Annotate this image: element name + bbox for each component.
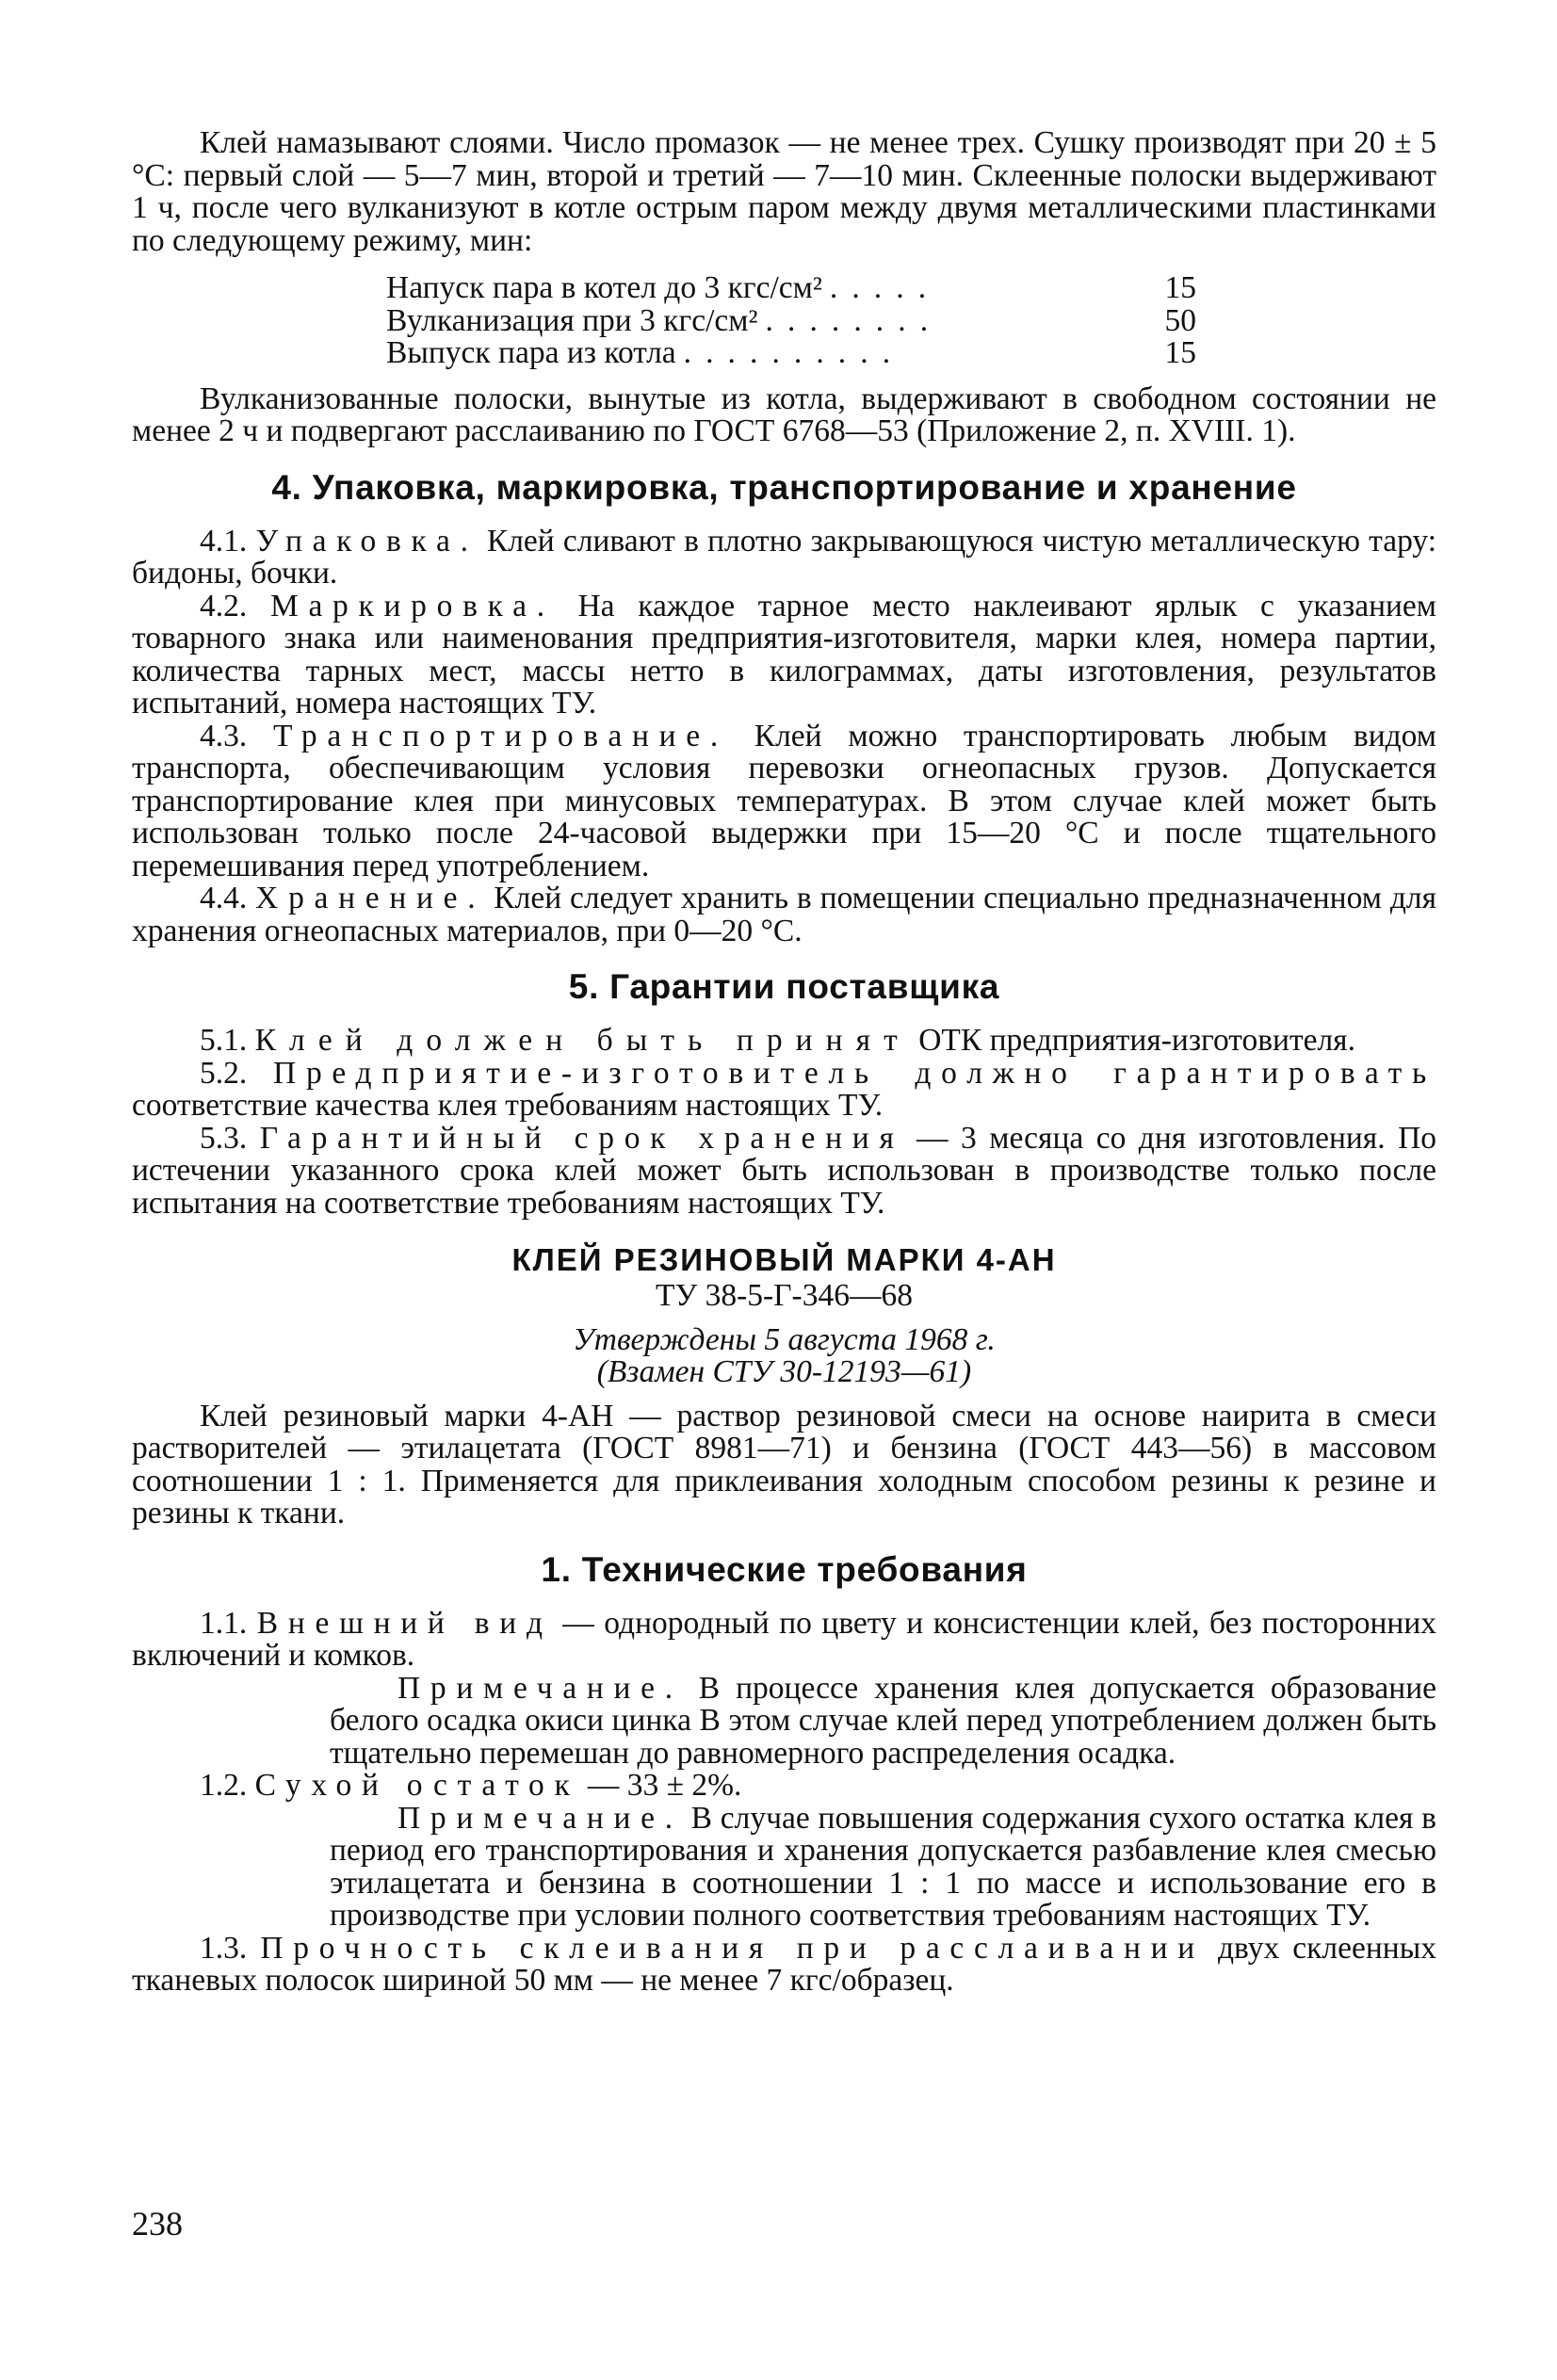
clause-number: 5.2. [200, 1055, 248, 1091]
vulcanization-regime-table [386, 272, 1196, 370]
regime-label: Вулканизация при 3 кгс/см² [386, 302, 758, 338]
clause-4-4 [132, 882, 1436, 947]
clause-term: Гарантийный срок хранения [259, 1120, 904, 1156]
product-tu-number: ТУ 38-5-Г-346—68 [656, 1278, 913, 1313]
page-number: 238 [132, 2205, 183, 2242]
regime-label: Выпуск пара из котла [386, 335, 676, 370]
clause-text: ОТК предприятия-изготовителя. [910, 1023, 1355, 1058]
replaces-standard: (Взамен СТУ 30-12193—61) [596, 1354, 972, 1389]
regime-leader: ........ [765, 304, 943, 337]
clause-5-2 [132, 1055, 1436, 1123]
clause-term: Внешний вид [256, 1605, 553, 1641]
clause-text: Клей сливают в плотно закрывающуюся чистую металлическую тару: бидоны, бочки. [132, 523, 1437, 591]
clause-term: Сухой остаток [254, 1768, 580, 1803]
clause-text: — 3 месяца со дня изготовления. По истечении указанного срока клей может быть использован в производстве только после испытания на соответствие требованиям настоящих ТУ. [132, 1120, 1437, 1221]
clause-number: 1.2. [200, 1768, 248, 1803]
clause-number: 4.4. [200, 881, 248, 915]
clause-term: Упаковка. [255, 523, 478, 559]
clause-number: 4.3. [200, 718, 248, 753]
note-1 [330, 1670, 1436, 1771]
clause-term: Хранение. [255, 881, 486, 915]
clause-term: Прочность склеивания при расслаивании [260, 1930, 1205, 1966]
clause-text: — однородный по цвету и консистенции клей, без посторонних включений и комков. [132, 1605, 1437, 1673]
clause-1-1 [132, 1605, 1437, 1673]
clause-term: Транспортирование. [273, 718, 728, 753]
note-label: Примечание. [397, 1800, 683, 1836]
note-text: В случае повышения содержания сухого остатка клея в период его транспортирования и хранения допускается разбавление клея смесью этилацетата и бензина в соотношении 1 : 1 по массе и использование его в производстве при условии полного соответствия требованиям настоящих ТУ. [330, 1800, 1436, 1933]
clause-number: 1.1. [200, 1605, 248, 1641]
clause-term: Клей должен быть принят [254, 1023, 911, 1058]
product-title: КЛЕЙ РЕЗИНОВЫЙ МАРКИ 4-АН [511, 1242, 1057, 1277]
regime-label: Напуск пара в котел до 3 кгс/см² [386, 270, 822, 305]
regime-leader: .......... [683, 337, 905, 370]
clause-5-1 [132, 1025, 1436, 1058]
clause-number: 5.1. [200, 1023, 248, 1058]
clause-term: Предприятие-изготовитель должно гарантировать [273, 1055, 1436, 1091]
clause-number: 4.2. [200, 588, 248, 623]
note-2 [330, 1800, 1436, 1933]
clause-number: 5.3. [200, 1120, 248, 1156]
product-description: Клей резиновый марки 4-АН — раствор резиновой смеси на основе наирита в смеси растворителей — этилацетата (ГОСТ 8981—71) и бензина (ГОСТ 443—56) в массовом соотношении 1 : 1. Применяется для приклеивания холодным способом резины к резине и резины к ткани. [132, 1398, 1436, 1530]
intro-paragraph: Клей намазывают слоями. Число промазок — не менее трех. Сушку производят при 20 ± 5 °С: первый слой — 5—7 мин, второй и третий — 7—10 мин. Склеенные полоски выдерживают 1 ч, после чего вулканизуют в котле острым паром между двумя металлическими пластинками по следующему режиму, мин: [132, 125, 1436, 258]
approval-date: Утверждены 5 августа 1968 г. [573, 1321, 996, 1357]
clause-number: 1.3. [200, 1930, 248, 1966]
clause-4-2 [132, 588, 1437, 720]
section-1-heading: 1. Технические требования [541, 1549, 1028, 1589]
clause-term: Маркировка. [269, 588, 555, 623]
regime-leader: ..... [829, 272, 941, 305]
note-text: В процессе хранения клея допускается образование белого осадка окиси цинка В этом случае клей перед употреблением должен быть тщательно перемешан до равномерного распределения осадка. [330, 1670, 1436, 1771]
section-4-heading: 4. Упаковка, маркировка, транспортирование и хранение [271, 467, 1297, 507]
regime-value: 15 [1164, 335, 1196, 370]
section-5-heading: 5. Гарантии поставщика [568, 967, 1000, 1006]
clause-text: Клей следует хранить в помещении специально предназначенном для хранения огнеопасных материалов, при 0—20 °С. [132, 881, 1437, 948]
regime-row [386, 337, 1196, 370]
note-label: Примечание. [397, 1670, 683, 1706]
clause-text: — 33 ± 2%. [579, 1768, 742, 1803]
clause-5-3 [132, 1120, 1437, 1221]
regime-value: 50 [1164, 302, 1196, 338]
clause-1-2 [132, 1770, 1436, 1803]
intro-paragraph-2: Вулканизованные полоски, вынутые из котла, выдерживают в свободном состоянии не менее 2 ч и подвергают расслаиванию по ГОСТ 6768—53 (Приложение 2, п. XVIII. 1). [132, 380, 1436, 448]
document-page [132, 127, 1436, 1998]
clause-text: двух склеенных тканевых полосок шириной 50 мм — не менее 7 кгс/образец. [132, 1930, 1436, 1998]
regime-value: 15 [1164, 270, 1196, 305]
regime-row [386, 272, 1196, 305]
clause-4-1 [132, 523, 1437, 591]
clause-text: соответствие качества клея требованиям настоящих ТУ. [132, 1088, 884, 1123]
clause-4-3 [132, 720, 1436, 883]
clause-1-3 [132, 1930, 1436, 1998]
clause-text: Клей можно транспортировать любым видом транспорта, обеспечивающим условия перевозки огнеопасных грузов. Допускается транспортирование клея при минусовых температурах. В этом случае клей может быть использован только после 24-часовой выдержки при 15—20 °С и после тщательного перемешивания перед употреблением. [132, 718, 1436, 883]
clause-text: На каждое тарное место наклеивают ярлык с указанием товарного знака или наименования предприятия-изготовителя, марки клея, номера партии, количества тарных мест, массы нетто в килограммах, даты изготовления, результатов испытаний, номера настоящих ТУ. [132, 588, 1437, 720]
clause-number: 4.1. [200, 523, 248, 559]
regime-row [386, 302, 1196, 338]
